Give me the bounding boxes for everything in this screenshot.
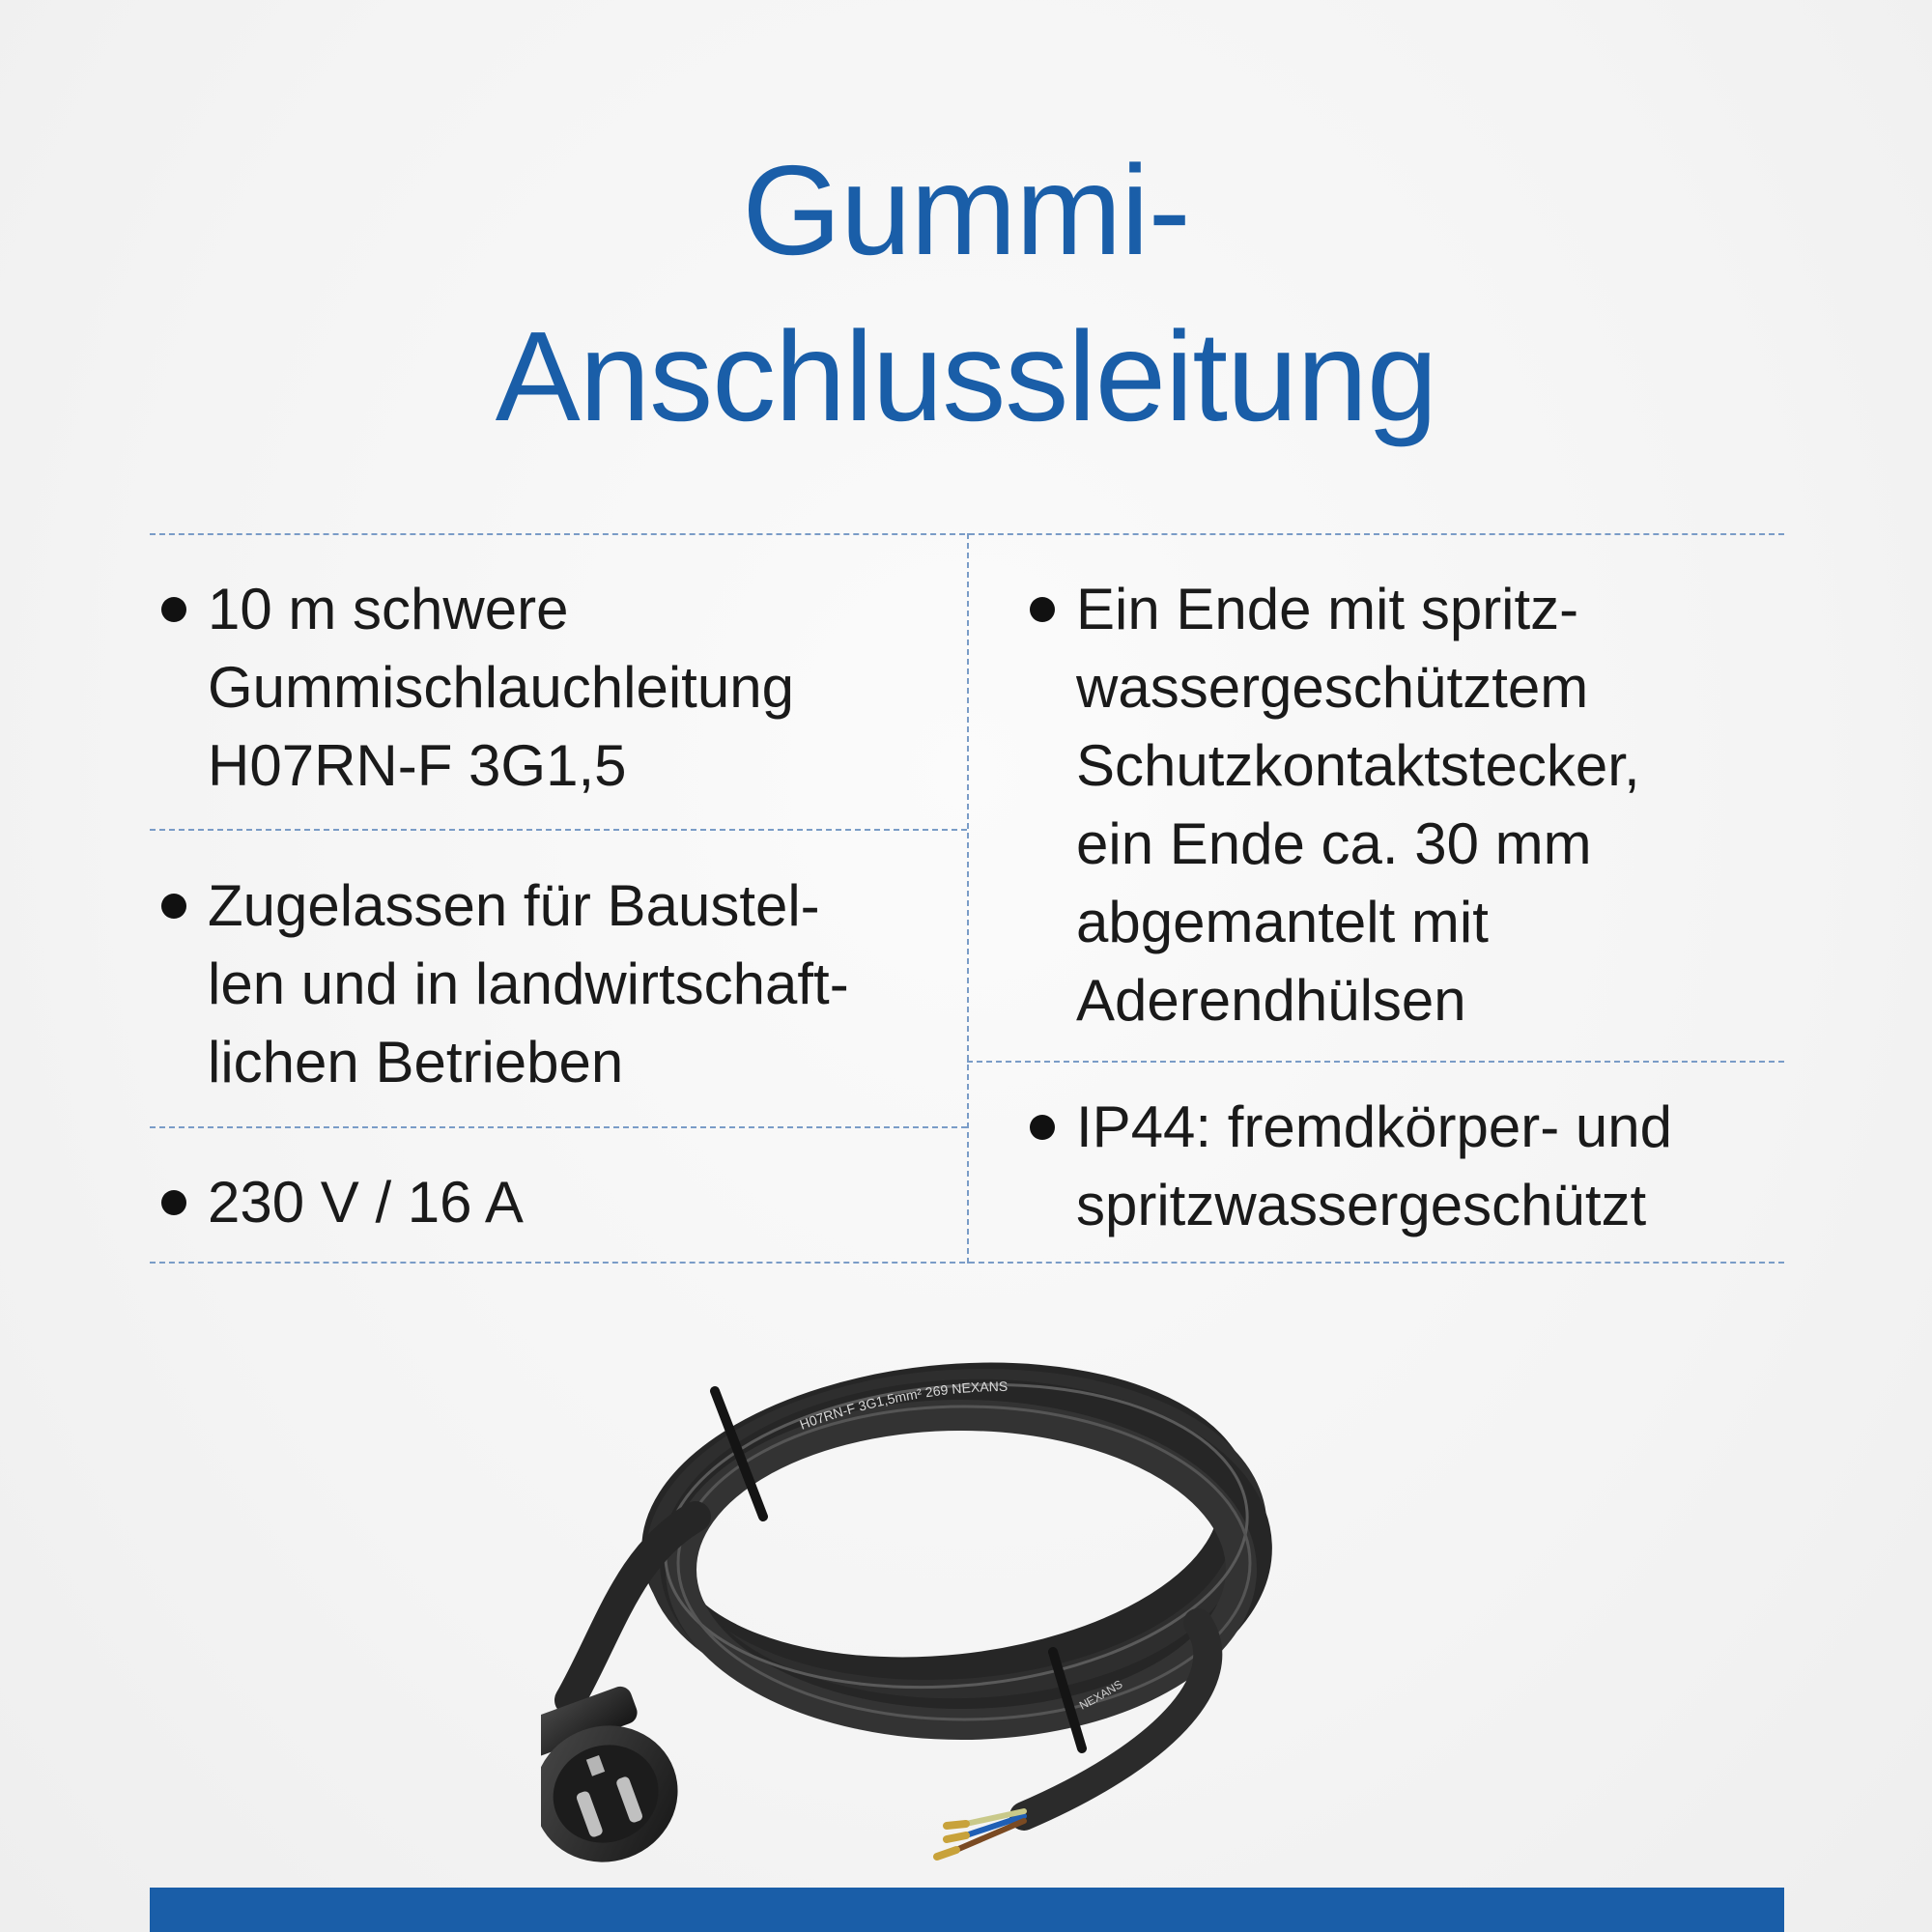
feature-text: IP44: fremdkörper- und spritzwassergeschützt xyxy=(1076,1094,1672,1237)
product-image xyxy=(541,1333,1391,1874)
feature-grid xyxy=(150,533,1784,1264)
feature-item-approval xyxy=(150,867,952,1101)
bullet-dot-icon xyxy=(1030,1115,1055,1140)
feature-text: Zugelassen für Baustel- len und in landwirtschaft- lichen Betrieben xyxy=(208,873,849,1094)
feature-text: 10 m schwere Gummischlauchleitung H07RN-F 3G1,5 xyxy=(208,577,794,798)
bullet-dot-icon xyxy=(161,597,186,622)
cable-print-text: H07RN-F 3G1,5mm² 269 NEXANS xyxy=(797,1378,1009,1433)
feature-item-cable-type xyxy=(150,570,952,805)
page-title xyxy=(0,128,1932,460)
feature-text: Ein Ende mit spritz- wassergeschütztem Schutzkontaktstecker, ein Ende ca. 30 mm abgemantelt mit Aderendhülsen xyxy=(1076,577,1640,1033)
feature-item-rating xyxy=(150,1163,952,1241)
rubber-cable-with-plug-icon xyxy=(541,1333,1391,1874)
bullet-dot-icon xyxy=(1030,597,1055,622)
divider-center xyxy=(967,533,969,1264)
feature-item-ip-rating xyxy=(1018,1088,1784,1244)
title-line-1: Gummi- xyxy=(742,139,1190,281)
divider-left-2 xyxy=(150,1126,967,1128)
footer-bar xyxy=(150,1888,1784,1932)
divider-right-1 xyxy=(967,1061,1784,1063)
feature-item-ends xyxy=(1018,570,1784,1039)
title-line-2: Anschlussleitung xyxy=(495,305,1437,447)
bullet-dot-icon xyxy=(161,1190,186,1215)
bullet-dot-icon xyxy=(161,894,186,919)
cable-print-text-2: NEXANS xyxy=(1076,1677,1125,1713)
divider-left-1 xyxy=(150,829,967,831)
feature-text: 230 V / 16 A xyxy=(208,1170,524,1235)
